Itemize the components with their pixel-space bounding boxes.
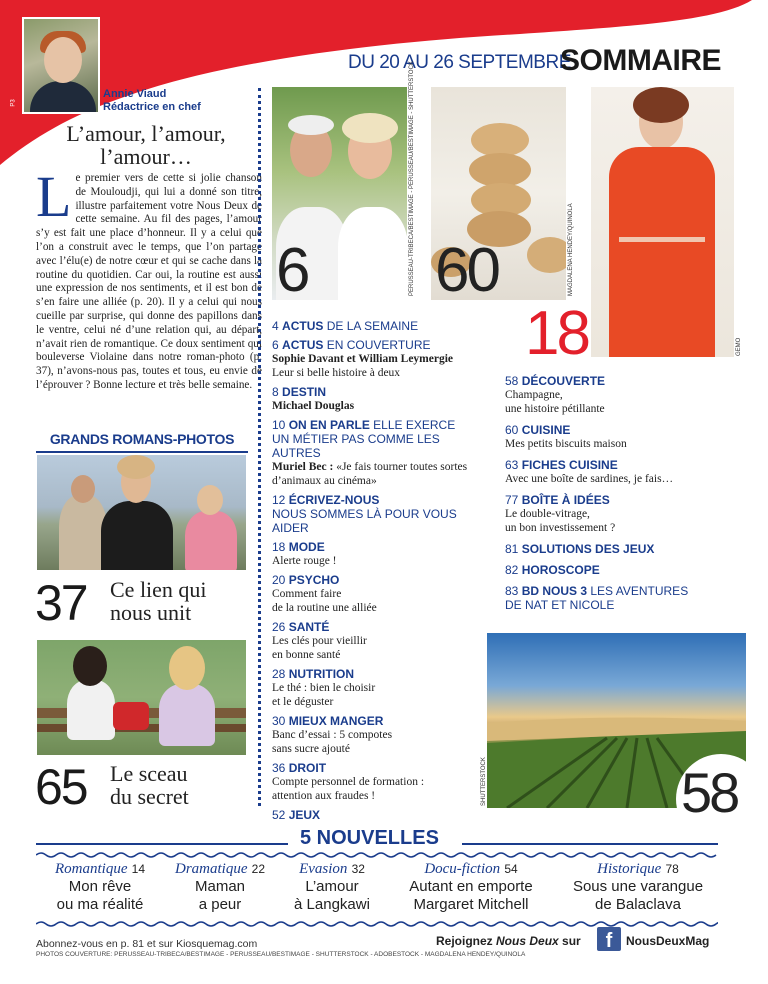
- toc-desc: Champagne,: [505, 389, 563, 401]
- nouvelle-page: 78: [665, 862, 679, 876]
- roman-title: [110, 578, 207, 624]
- editor-name: Annie Viaud: [103, 88, 167, 100]
- magazine-name: Nous Deux: [496, 934, 559, 948]
- social-invite: [436, 934, 581, 948]
- romans-section-title: GRANDS ROMANS-PHOTOS: [49, 431, 235, 447]
- editor-photo: [22, 17, 100, 114]
- toc-rubric: DESTIN: [282, 385, 327, 399]
- photo-credit: SHUTTERSTOCK: [481, 757, 487, 806]
- photo-credit: MAGDALENA HENDEY/QUINOLA: [568, 203, 574, 296]
- toc-page: 26: [272, 620, 286, 634]
- roman-title-line: Le sceau: [110, 761, 188, 786]
- issue-date: DU 20 AU 26 SEPTEMBRE: [348, 52, 571, 73]
- image-page-number: 58: [681, 761, 738, 824]
- toc-desc: Comment faire: [272, 588, 342, 600]
- toc-page: 82: [505, 563, 519, 577]
- nouvelle-title-line: à Langkawi: [294, 896, 370, 913]
- toc-bold-desc: Muriel Bec :: [272, 461, 334, 473]
- toc-desc: attention aux fraudes !: [272, 790, 376, 802]
- cover-couple-image: [272, 87, 407, 300]
- nouvelle-title-line: Margaret Mitchell: [413, 896, 529, 913]
- subscribe-text: Abonnez-vous en p. 81 et sur Kiosquemag.com: [36, 938, 258, 950]
- toc-entry[interactable]: [272, 418, 487, 488]
- toc-entry[interactable]: [272, 338, 487, 380]
- facebook-page-name[interactable]: NousDeuxMag: [626, 934, 710, 948]
- edito-text: [36, 164, 262, 393]
- toc-entry[interactable]: [272, 714, 487, 756]
- toc-rubric: ACTUS: [282, 319, 324, 333]
- toc-bold-desc: Michael Douglas: [272, 400, 355, 412]
- toc-right: [505, 374, 745, 612]
- page-title: SOMMAIRE: [560, 44, 721, 77]
- toc-page: 20: [272, 573, 286, 587]
- toc-entry[interactable]: [272, 667, 487, 709]
- toc-entry[interactable]: [505, 458, 745, 486]
- toc-subtitle: DE LA SEMAINE: [323, 319, 419, 333]
- toc-desc: sans sucre ajouté: [272, 743, 350, 755]
- toc-rubric: SANTÉ: [288, 620, 330, 634]
- nouvelle-item[interactable]: [36, 860, 164, 914]
- toc-page: 60: [505, 423, 519, 437]
- toc-page: 8: [272, 385, 279, 399]
- image-page-number: 60: [435, 236, 498, 300]
- divider: [36, 843, 288, 845]
- toc-desc: Le thé : bien le choisir: [272, 682, 376, 694]
- toc-desc: et le déguster: [272, 696, 334, 708]
- roman-page-number: 65: [35, 759, 87, 815]
- divider: [36, 451, 248, 453]
- roman-photo-image-2: [37, 640, 246, 755]
- editor-role: Rédactrice en chef: [103, 101, 201, 113]
- toc-rubric: ACTUS: [282, 338, 324, 352]
- toc-rubric: JEUX: [288, 808, 321, 822]
- toc-page: 52: [272, 808, 286, 822]
- roman-photo-image-1: [37, 455, 246, 570]
- toc-rubric: BOÎTE À IDÉES: [521, 493, 610, 507]
- toc-desc: en bonne santé: [272, 649, 341, 661]
- toc-page: 58: [505, 374, 519, 388]
- nouvelle-page: 14: [131, 862, 146, 876]
- red-suit-fashion-image: [591, 87, 734, 357]
- toc-rubric: ÉCRIVEZ-NOUS: [288, 493, 380, 507]
- toc-page: 36: [272, 761, 286, 775]
- nouvelle-genre: Docu-fiction: [424, 861, 501, 877]
- edito-title: [36, 122, 256, 168]
- toc-entry[interactable]: [272, 540, 487, 568]
- toc-desc: Avec une boîte de sardines, je fais…: [505, 473, 674, 485]
- toc-desc: Alerte rouge !: [272, 555, 337, 567]
- nouvelle-title-line: Mon rêve: [68, 878, 132, 895]
- toc-entry[interactable]: [505, 374, 745, 416]
- toc-entry[interactable]: [272, 573, 487, 615]
- roman-title-line: nous unit: [110, 600, 192, 625]
- column-divider: [258, 88, 261, 806]
- toc-entry[interactable]: [505, 423, 745, 451]
- cover-credits: PHOTOS COUVERTURE: PERUSSEAU-TRIBECA/BESTIMAGE - PERUSSEAU/BESTIMAGE - SHUTTERSTOCK - ADOBESTOCK - MAGDALENA HENDEY/QUINOLA: [36, 951, 526, 958]
- toc-page: 30: [272, 714, 286, 728]
- roman-title-line: Ce lien qui: [110, 577, 207, 602]
- drop-cap: L: [36, 164, 72, 229]
- image-page-number: 6: [276, 236, 308, 300]
- roman-title-line: du secret: [110, 784, 189, 809]
- toc-entry[interactable]: [272, 620, 487, 662]
- toc-entry[interactable]: [272, 385, 487, 413]
- toc-rubric: CUISINE: [521, 423, 571, 437]
- nouvelle-title-line: Sous une varangue: [572, 878, 704, 895]
- toc-desc: une histoire pétillante: [505, 403, 605, 415]
- toc-page: 81: [505, 542, 519, 556]
- toc-rubric: PSYCHO: [288, 573, 340, 587]
- toc-left: [272, 319, 487, 822]
- toc-page: 18: [272, 540, 286, 554]
- toc-entry[interactable]: [505, 542, 745, 556]
- nouvelle-genre: Romantique: [54, 861, 128, 877]
- toc-subtitle: NOUS SOMMES LÀ POUR VOUS AIDER: [272, 507, 457, 535]
- toc-entry[interactable]: [272, 319, 487, 333]
- toc-rubric: MODE: [288, 540, 325, 554]
- toc-entry[interactable]: [272, 493, 487, 535]
- toc-rubric: NUTRITION: [288, 667, 355, 681]
- toc-desc: Leur si belle histoire à deux: [272, 367, 401, 379]
- nouvelle-item[interactable]: [164, 860, 276, 914]
- roman-title: [110, 762, 189, 808]
- nouvelle-title-line: ou ma réalité: [56, 896, 144, 913]
- toc-subtitle: LES AVENTURES: [587, 584, 689, 598]
- nouvelle-genre: Evasion: [299, 861, 348, 877]
- toc-desc: «Je fais tourner toutes sortes d’animaux au cinéma»: [272, 461, 468, 487]
- toc-entry[interactable]: [505, 493, 745, 535]
- edito-body: e premier vers de cette si jolie chanson de Mouloudji, qui lui a donné son titre, illustre parfaitement votre Nous Deux de cette semaine. Au fil des pages, l’amour s’y est fait une place d’honneur. Il y a celui que l’on a construit avec le temps, que l’on partage avec l’élu(e) de notre cœur et qui se cache dans la routine du quotidien. Car oui, la routine est aussi une expression de nos sentiments, et il est bon de s’en faire une alliée (p. 20). Il y a celui qui nous cueille par surprise, qui donne des papillons dans le ventre, celui né d’une relation qui, au départ, n’avait rien de romantique. Ce doux sentiment qui bouleverse Violaine dans notre roman-photo (p. 37), n’avons-nous pas, toutes et tous, eu envie de l’éprouver ? Bonne lecture et très belle semaine.: [36, 172, 262, 391]
- toc-rubric: DÉCOUVERTE: [521, 374, 606, 388]
- toc-page: 63: [505, 458, 519, 472]
- toc-rubric: DROIT: [288, 761, 327, 775]
- toc-rubric: HOROSCOPE: [521, 563, 600, 577]
- cookies-image: [431, 87, 566, 300]
- nouvelle-genre: Historique: [597, 861, 662, 877]
- toc-rubric: ON EN PARLE: [288, 418, 370, 432]
- nouvelle-item[interactable]: [276, 860, 388, 914]
- toc-subtitle: UN MÉTIER PAS COMME LES AUTRES: [272, 432, 440, 460]
- toc-subtitle: DE NAT ET NICOLE: [505, 598, 615, 612]
- toc-page: 28: [272, 667, 286, 681]
- nouvelles-title: 5 NOUVELLES: [300, 827, 439, 849]
- toc-desc: un bon investissement ?: [505, 522, 616, 534]
- toc-rubric: SOLUTIONS DES JEUX: [521, 542, 655, 556]
- nouvelle-title-line: L’amour: [305, 878, 359, 895]
- toc-page: 4: [272, 319, 279, 333]
- toc-desc: Banc d’essai : 5 compotes: [272, 729, 393, 741]
- photo-credit: GEMO: [736, 337, 742, 356]
- toc-page: 12: [272, 493, 286, 507]
- toc-page: 77: [505, 493, 519, 507]
- image-page-number: 18: [525, 299, 588, 368]
- toc-desc: Le double-vitrage,: [505, 508, 590, 520]
- edito-title-line1: L’amour, l’amour,: [66, 121, 226, 146]
- page-number: P3: [10, 99, 17, 107]
- nouvelle-title-line: Autant en emporte: [409, 878, 533, 895]
- nouvelle-genre: Dramatique: [174, 861, 248, 877]
- toc-entry[interactable]: [272, 808, 487, 822]
- facebook-icon[interactable]: f: [597, 927, 621, 951]
- nouvelle-page: 54: [504, 862, 518, 876]
- toc-subtitle: EN COUVERTURE: [323, 338, 431, 352]
- wave-divider: [36, 851, 718, 859]
- social-invite-text: Rejoignez: [436, 934, 497, 948]
- toc-rubric: BD NOUS 3: [521, 584, 588, 598]
- nouvelle-item[interactable]: [554, 860, 722, 914]
- toc-page: 6: [272, 338, 279, 352]
- nouvelle-title-line: de Balaclava: [595, 896, 681, 913]
- toc-desc: Mes petits biscuits maison: [505, 438, 627, 450]
- toc-page: 83: [505, 584, 519, 598]
- nouvelle-page: 22: [251, 862, 266, 876]
- nouvelle-item[interactable]: [388, 860, 554, 914]
- divider: [462, 843, 718, 845]
- toc-subtitle: ELLE EXERCE: [369, 418, 456, 432]
- edito-title-line2: l’amour…: [100, 144, 192, 169]
- social-invite-text: sur: [558, 934, 581, 948]
- toc-rubric: MIEUX MANGER: [288, 714, 384, 728]
- toc-entry[interactable]: [272, 761, 487, 803]
- toc-desc: Compte personnel de formation :: [272, 776, 425, 788]
- toc-entry[interactable]: [505, 563, 745, 577]
- toc-page: 10: [272, 418, 286, 432]
- nouvelle-page: 32: [351, 862, 365, 876]
- photo-credit: PERUSSEAU-TRIBECA/BESTIMAGE - PERUSSEAU/BESTIMAGE - SHUTTERSTOCK: [409, 61, 415, 296]
- toc-desc: de la routine une alliée: [272, 602, 377, 614]
- toc-desc: Les clés pour vieillir: [272, 635, 367, 647]
- roman-page-number: 37: [35, 575, 87, 631]
- toc-rubric: FICHES CUISINE: [521, 458, 618, 472]
- nouvelle-title-line: Maman: [194, 878, 246, 895]
- toc-entry[interactable]: [505, 584, 745, 612]
- nouvelle-title-line: a peur: [198, 896, 242, 913]
- toc-bold-desc: Sophie Davant et William Leymergie: [272, 353, 454, 365]
